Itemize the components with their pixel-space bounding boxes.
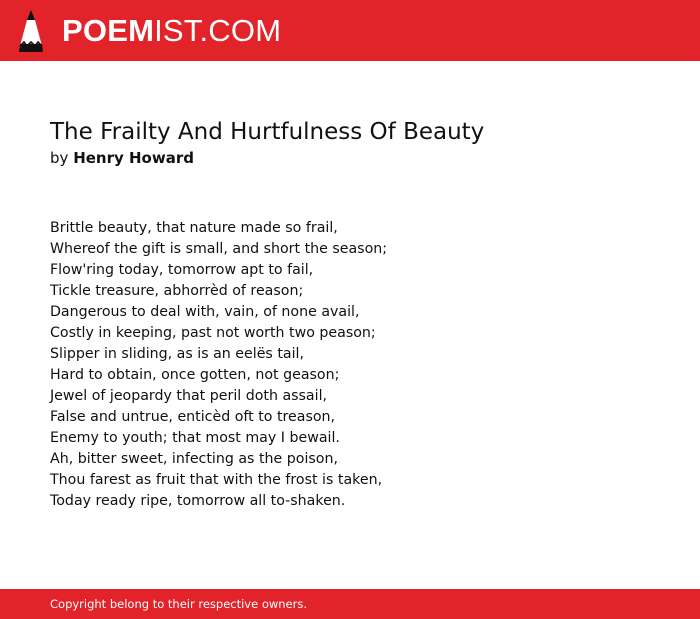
pencil-icon [16,8,46,52]
poem-line: Today ready ripe, tomorrow all to-shaken. [50,493,346,509]
poem-line: Whereof the gift is small, and short the season; [50,241,388,257]
poem-line: Thou farest as fruit that with the frost is taken, [50,472,383,488]
poem-title: The Frailty And Hurtfulness Of Beauty [50,119,485,145]
poem-line: Slipper in sliding, as is an eelës tail, [50,346,304,362]
poem-body [50,218,670,512]
poem-line: Ah, bitter sweet, infecting as the poison, [50,451,338,467]
poem-line: Enemy to youth; that most may I bewail. [50,430,340,446]
poem-line: Dangerous to deal with, vain, of none avail, [50,304,360,320]
header-bar [0,0,700,61]
poem-line: Brittle beauty, that nature made so frail, [50,220,338,236]
by-label: by [50,149,69,167]
poem-line: Costly in keeping, past not worth two peason; [50,325,376,341]
brand-bold: POEM [62,12,155,48]
poem-line: False and untrue, enticèd oft to treason, [50,409,336,425]
poem-line: Hard to obtain, once gotten, not geason; [50,367,340,383]
author-name[interactable]: Henry Howard [73,149,194,167]
brand-light: IST.COM [154,12,282,48]
copyright-text: Copyright belong to their respective owners. [50,597,308,611]
poem-line: Flow'ring today, tomorrow apt to fail, [50,262,314,278]
poem-line: Jewel of jeopardy that peril doth assail, [50,388,328,404]
poem-line: Tickle treasure, abhorrèd of reason; [50,283,304,299]
footer-bar [0,589,700,619]
poem-container [50,117,670,512]
byline [50,147,670,169]
site-logo[interactable] [16,6,281,54]
brand-name [62,12,282,48]
